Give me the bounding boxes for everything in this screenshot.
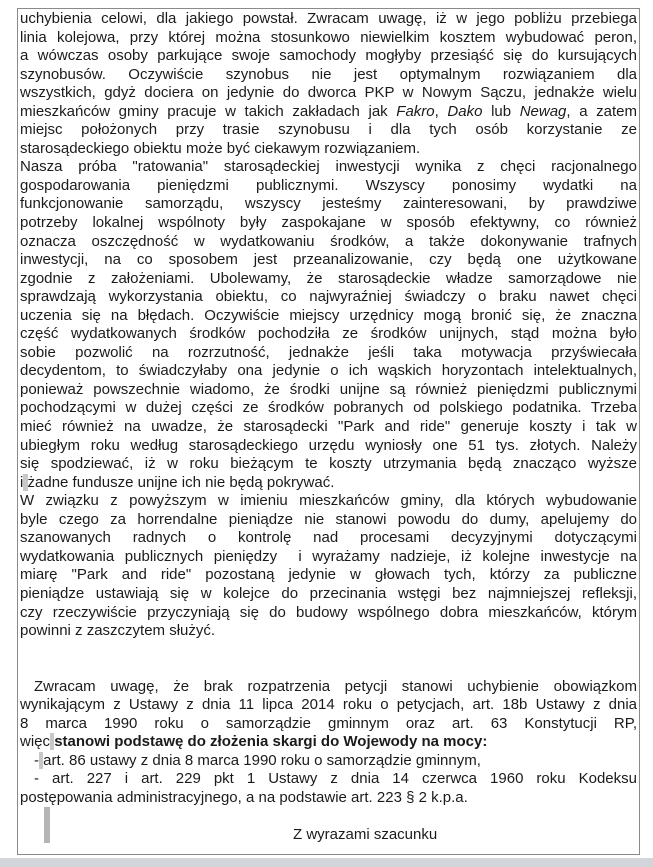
text-line <box>20 789 637 808</box>
text-line <box>20 548 637 567</box>
text-line <box>20 474 637 493</box>
text-line <box>20 826 637 845</box>
text-line <box>20 641 637 660</box>
text-line <box>20 529 637 548</box>
text-segment: szynobusów. Oczywiście szynobus nie jest optymalnym rozwiązaniem dla <box>20 65 637 83</box>
page-bottom-edge <box>0 858 653 867</box>
text-line <box>20 381 637 400</box>
text-line <box>20 418 637 437</box>
text-segment: Zwracam uwagę, że brak rozpatrzenia petycji stanowi uchybienie obowiązkom <box>34 677 637 695</box>
text-line <box>20 10 637 29</box>
text-segment: lub <box>482 102 520 120</box>
text-line <box>20 233 637 252</box>
text-segment: mieć również na uwadze, że starosądecki "Park and ride" generuje koszty i tak w <box>20 418 637 436</box>
text-line <box>20 270 637 289</box>
text-line <box>20 622 637 641</box>
text-caret <box>44 807 50 843</box>
text-segment: Nasza próba "ratowania" starosądeckiej inwestycji wynika z chęci racjonalnego <box>20 158 637 176</box>
text-line <box>20 84 637 103</box>
text-segment: Dako <box>447 102 483 120</box>
text-line <box>20 437 637 456</box>
text-line <box>20 307 637 326</box>
text-line <box>20 659 637 678</box>
text-segment: uchybienia celowi, dla jakiego powstał. Zwracam uwagę, iż w jego pobliżu przebiega <box>20 10 637 27</box>
text-segment: - art. 227 i art. 229 pkt 1 Ustawy z dnia 14 czerwca 1960 roku Kodeksu <box>34 770 637 788</box>
text-segment: mieszkańców gminy pracuje w takich zakładach jak <box>20 102 397 120</box>
text-segment: , a zatem <box>566 102 637 120</box>
text-segment: sobie pozwolić na rozrzutność, jednakże jeśli taka motywacja przyświecała <box>20 343 637 361</box>
text-segment: starosądeckiego obiektu może być ciekawym rozwiązaniem. <box>20 139 421 157</box>
text-segment: wszystkich, gdyż dociera on jedynie do dworca PKP w Nowym Sączu, jednakże wielu <box>20 84 637 102</box>
text-segment <box>20 659 24 676</box>
text-segment: 8 marca 1990 roku o samorządzie gminnym oraz art. 63 Konstytucji RP, <box>20 714 637 732</box>
text-segment: - <box>34 751 39 769</box>
text-line <box>20 678 637 697</box>
text-line <box>20 604 637 623</box>
text-segment: gospodarowania pieniędzmi publicznymi. Wszyscy ponosimy wydatki na <box>20 176 637 194</box>
text-segment: potrzeby lokalnej wspólnoty były zaspokajane w sposób efektywny, co również <box>20 214 637 232</box>
text-segment: żadne fundusze unijne ich nie będą pokrywać. <box>27 473 335 491</box>
text-segment: wydatkowania publicznych pieniędzy i wyrażamy nadzieje, iż kolejne inwestycje na <box>20 547 637 565</box>
text-segment: byle czego za horrendalne pieniądze nie stanowi powodu do dumy, apelujemy do <box>20 510 637 528</box>
text-line <box>20 344 637 363</box>
document-page[interactable] <box>17 8 640 855</box>
text-line <box>20 195 637 214</box>
text-line <box>20 715 637 734</box>
text-segment: wynikającym z Ustawy z dnia 11 lipca 2014 roku o petycjach, art. 18b Ustawy z dnia <box>20 696 637 714</box>
text-segment: się spodziewać, iż w roku bieżącym te koszty utrzymania będą znacząco wyższe <box>20 455 637 473</box>
text-segment: linia kolejowa, przy której można stosunkowo niewielkim kosztem wybudować peron, <box>20 28 637 46</box>
text-line <box>20 696 637 715</box>
text-segment: czy rzeczywiście przyczyniają się do budowy wspólnego dobra mieszkańców, którym <box>20 603 637 621</box>
text-segment: funkcjonowanie samorządu, wszyscy jesteśmy zainteresowani, by prawdziwe <box>20 195 637 213</box>
text-segment: sprawdzają wykorzystania obiektu, co najwyraźniej świadczy o braku nawet chęci <box>20 288 637 306</box>
text-line <box>20 492 637 511</box>
text-segment: pieniądze ustawiają się w kolejce do przecinania wstęgi bez najmniejszej refleksji, <box>20 584 637 602</box>
text-segment: więc <box>20 733 51 751</box>
text-segment: stanowi podstawę do złożenia skargi do Wojewody na mocy: <box>54 733 488 751</box>
text-segment: pochodzącymi w dużej części ze środków pobranych od polskiego podatnika. Trzeba <box>20 399 637 417</box>
text-line <box>20 455 637 474</box>
text-line <box>20 47 637 66</box>
text-line <box>20 29 637 48</box>
text-line <box>20 288 637 307</box>
text-segment: miarę "Park and ride" pozostaną jedynie w głowach tych, którzy za publiczne <box>20 566 637 584</box>
text-segment: inwestycji, na co sposobem jest przeanalizowanie, czy będą one użytkowane <box>20 251 637 269</box>
text-line <box>20 66 637 85</box>
text-line <box>20 158 637 177</box>
text-line <box>20 251 637 270</box>
text-segment: ubiegłym roku według starosądeckiego urzędu wyniosły one 51 tys. złotych. Należy <box>20 436 637 454</box>
text-segment: Z wyrazami szacunku <box>293 826 438 844</box>
text-segment: , <box>434 102 448 120</box>
text-line <box>20 140 637 159</box>
text-line <box>20 177 637 196</box>
text-line <box>20 325 637 344</box>
text-line <box>20 733 637 752</box>
text-segment: Fakro <box>396 102 435 120</box>
text-segment: i <box>20 473 24 491</box>
text-line <box>20 214 637 233</box>
text-segment: zgodnie z założeniami. Ubolewamy, że starosądeckie władze samorządowe nie <box>20 269 637 287</box>
text-line <box>20 121 637 140</box>
text-segment: a wówczas osoby parkujące swoje samochody mogłyby przesiąść się do kursujących <box>20 47 637 65</box>
text-segment: ponieważ powszechnie wiadomo, że środki unijne są również pieniędzmi publicznymi <box>20 380 637 398</box>
text-segment: art. 86 ustawy z dnia 8 marca 1990 roku o samorządzie gminnym, <box>43 751 481 769</box>
text-segment: uczenia się na błędach. Oczywiście miejscy urzędnicy mogą bronić się, że znaczna <box>20 306 637 324</box>
text-segment: Newag <box>519 102 567 120</box>
text-line <box>20 399 637 418</box>
text-line <box>20 752 637 771</box>
text-line <box>20 770 637 789</box>
text-segment: decydentom, to świadczyłaby ona jedynie o ich wąskich horyzontach intelektualnych, <box>20 362 637 380</box>
text-line <box>20 566 637 585</box>
text-segment: postępowania administracyjnego, a na podstawie art. 223 § 2 k.p.a. <box>20 788 468 806</box>
text-segment: miejsc położonych przy trasie szynobusu i dla tych osób korzystanie ze <box>20 121 637 139</box>
text-line <box>20 362 637 381</box>
text-segment: powinni z zaszczytem służyć. <box>20 622 216 640</box>
text-segment: W związku z powyższym w imieniu mieszkańców gminy, dla których wybudowanie <box>20 492 637 510</box>
text-segment: szanowanych radnych o kontrolę nad procesami decyzyjnymi dotyczącymi <box>20 529 637 547</box>
text-line <box>20 103 637 122</box>
text-line <box>20 808 637 827</box>
text-segment: oznacza oszczędność w wydatkowaniu środków, a także dokonywanie trafnych <box>20 232 637 250</box>
text-line <box>20 585 637 604</box>
text-segment: część wydatkowanych środków pochodziła ze środków unijnych, stąd można było <box>20 325 637 343</box>
text-line <box>20 511 637 530</box>
text-segment <box>20 641 24 658</box>
text-segment <box>20 808 24 825</box>
